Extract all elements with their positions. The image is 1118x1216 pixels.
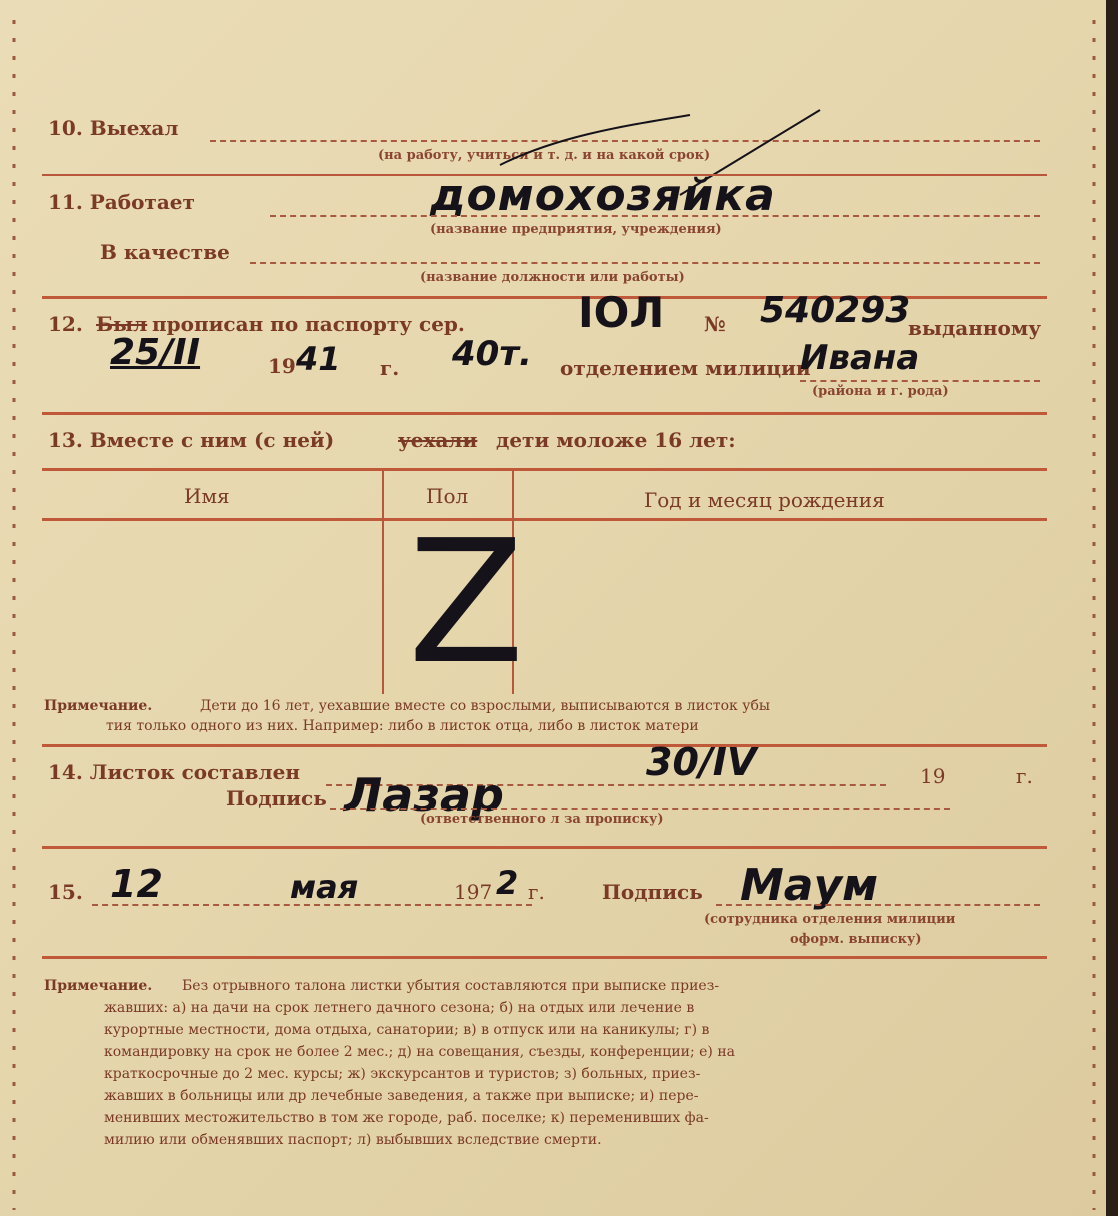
field-15-signature-line xyxy=(716,904,1040,906)
field-14-signature-line xyxy=(330,808,950,810)
field-13-struck: уехали xyxy=(398,428,478,452)
field-12-dept-text: отделением милиции xyxy=(560,356,811,380)
field-15-hint1: (сотрудника отделения милиции xyxy=(704,912,956,927)
field-12-series: IОЛ xyxy=(578,288,665,337)
note1-line1: Дети до 16 лет, уехавшие вместе со взрослыми, выписываются в листок убы xyxy=(200,698,771,714)
field-15-signature-label: Подпись xyxy=(602,880,703,904)
table-header-rule xyxy=(42,518,1047,521)
note2-line3: курортные местности, дома отдыха, санатории; в) в отпуск или на каникулы; г) в xyxy=(104,1022,710,1038)
field-14-g: г. xyxy=(1016,764,1033,788)
field-14-signature-label: Подпись xyxy=(226,786,327,810)
field-14-signature-hint: (ответственного л за прописку) xyxy=(420,812,664,827)
field-15-year-digit: 2 xyxy=(496,864,519,902)
field-14-label: 14. Листок составлен xyxy=(48,760,301,784)
field-12-dept: 40т. xyxy=(452,334,532,374)
field-11-sub-line xyxy=(250,262,1040,264)
field-12-text: прописан по паспорту сер. xyxy=(152,312,465,336)
field-13-rest: дети моложе 16 лет: xyxy=(496,428,736,452)
note1-line2: тия только одного из них. Например: либо в листок отца, либо в листок матери xyxy=(106,718,699,734)
field-12-num: 12. xyxy=(48,312,83,336)
field-12-issued: выданному xyxy=(908,316,1042,340)
field-15-signature: Маум xyxy=(740,860,879,911)
field-12-region-line xyxy=(800,380,1040,382)
rule-13 xyxy=(42,744,1047,747)
z-mark: Z xyxy=(408,504,525,702)
field-12-struck: Был xyxy=(96,312,148,336)
field-14-signature: Лазар xyxy=(344,768,504,822)
table-top-rule xyxy=(42,468,1047,471)
rule-14 xyxy=(42,846,1047,849)
field-10-hint: (на работу, учиться и т. д. и на какой срок) xyxy=(378,148,711,163)
rule-12 xyxy=(42,412,1047,415)
note2-bold: Примечание. xyxy=(44,978,153,994)
field-12-region-hint: (района и г. рода) xyxy=(812,384,949,399)
note2-line1: Без отрывного талона листки убытия составляются при выписке приез- xyxy=(182,978,720,994)
field-15-num: 15. xyxy=(48,880,83,904)
field-11-sub-label: В качестве xyxy=(100,240,230,264)
field-12-g: г. xyxy=(380,356,400,380)
rule-15 xyxy=(42,956,1047,959)
field-11-sub-hint: (название должности или работы) xyxy=(420,270,685,285)
note2-line6: жавших в больницы или др лечебные заведения, а также при выписке; и) пере- xyxy=(104,1088,699,1104)
field-11-line xyxy=(270,215,1040,217)
field-12-year-prefix: 19 xyxy=(268,354,296,378)
field-15-g: г. xyxy=(528,880,545,904)
table-col-divider-1 xyxy=(382,470,384,694)
field-12-passport-no: 540293 xyxy=(760,290,911,331)
note2-line5: краткосрочные до 2 мес. курсы; ж) экскурсантов и туристов; з) больных, приез- xyxy=(104,1066,701,1082)
field-15-day: 12 xyxy=(110,862,163,906)
field-12-date: 25/II xyxy=(110,332,201,373)
col-sex-header: Пол xyxy=(426,484,469,508)
note2-line7: менивших местожительство в том же городе, раб. поселке; к) переменивших фа- xyxy=(104,1110,709,1126)
field-12-year: 41 xyxy=(296,340,341,378)
field-11-value: домохозяйка xyxy=(430,170,776,221)
col-birth-header: Год и месяц рождения xyxy=(644,488,885,512)
field-15-month: мая xyxy=(290,868,359,906)
field-15-hint2: оформ. выписку) xyxy=(790,932,922,947)
field-15-line xyxy=(92,904,532,906)
field-15-year-prefix: 197 xyxy=(454,880,493,904)
field-14-date: 30/IV xyxy=(646,740,757,784)
field-12-no-sign: № xyxy=(704,312,726,336)
field-11-label: 11. Работает xyxy=(48,190,195,214)
field-13-label: 13. Вместе с ним (с ней) xyxy=(48,428,335,452)
note2-line8: милию или обменявших паспорт; л) выбывших вследствие смерти. xyxy=(104,1132,602,1148)
field-10-label: 10. Выехал xyxy=(48,116,179,140)
field-11-hint: (название предприятия, учреждения) xyxy=(430,222,722,237)
col-name-header: Имя xyxy=(184,484,230,508)
note2-line4: командировку на срок не более 2 мес.; д) на совещания, съезды, конференции; е) на xyxy=(104,1044,736,1060)
field-12-region: Ивана xyxy=(800,338,920,378)
note1-bold: Примечание. xyxy=(44,698,153,714)
field-14-year-prefix: 19 xyxy=(920,764,946,788)
note2-line2: жавших: а) на дачи на срок летнего дачного сезона; б) на отдых или лечение в xyxy=(104,1000,695,1016)
